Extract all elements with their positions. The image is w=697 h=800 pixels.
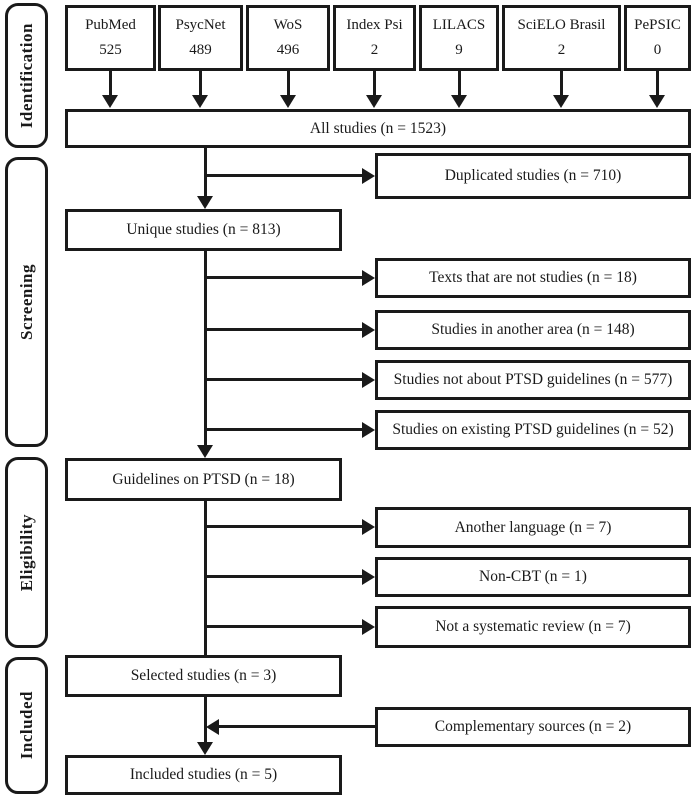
stage-label-eligibility <box>5 457 48 648</box>
connector-existing-guidelines <box>205 428 363 431</box>
source-box-wos <box>246 5 330 71</box>
source-count: 9 <box>455 42 463 59</box>
source-box-lilacs <box>419 5 499 71</box>
stage-label-eligibility-text: Eligibility <box>16 513 36 592</box>
arrow-down-source-1 <box>102 95 118 108</box>
connector-texts-not-studies <box>205 276 363 279</box>
source-count: 489 <box>189 42 212 59</box>
connector-source-5 <box>458 71 461 97</box>
box-existing-ptsd-guidelines-text: Studies on existing PTSD guidelines (n = 52) <box>392 421 674 438</box>
connector-source-1 <box>109 71 112 97</box>
arrow-right-not-about-guidelines <box>362 372 375 388</box>
connector-duplicated <box>205 174 363 177</box>
arrow-right-existing-guidelines <box>362 422 375 438</box>
stage-label-screening <box>5 157 48 447</box>
stage-label-identification <box>5 3 48 148</box>
stage-label-identification-text: Identification <box>16 22 36 129</box>
source-name: WoS <box>273 16 303 33</box>
arrow-down-source-7 <box>649 95 665 108</box>
arrow-down-source-4 <box>366 95 382 108</box>
source-box-pubmed <box>65 5 156 71</box>
box-not-systematic-review-text: Not a systematic review (n = 7) <box>435 618 631 635</box>
source-name: PePSIC <box>634 16 681 33</box>
source-name: Index Psi <box>346 16 403 33</box>
source-box-psycnet <box>158 5 243 71</box>
box-existing-ptsd-guidelines <box>375 410 691 450</box>
box-non-cbt-text: Non-CBT (n = 1) <box>479 568 587 585</box>
arrow-right-another-area <box>362 322 375 338</box>
source-name: LILACS <box>432 16 486 33</box>
arrow-down-source-3 <box>280 95 296 108</box>
box-another-language-text: Another language (n = 7) <box>454 518 612 536</box>
connector-source-4 <box>373 71 376 97</box>
source-count: 525 <box>99 42 122 59</box>
arrow-down-to-included-studies <box>197 742 213 755</box>
box-guidelines-ptsd-text: Guidelines on PTSD (n = 18) <box>112 470 295 488</box>
connector-spine-identification <box>204 148 207 197</box>
source-box-pepsic <box>624 5 691 71</box>
stage-label-screening-text: Screening <box>16 264 36 340</box>
box-duplicated-studies <box>375 153 691 199</box>
arrow-down-to-guidelines-ptsd <box>197 445 213 458</box>
box-guidelines-ptsd <box>65 458 342 501</box>
arrow-down-source-2 <box>192 95 208 108</box>
box-selected-studies <box>65 655 342 697</box>
box-not-about-ptsd-guidelines-text: Studies not about PTSD guidelines (n = 577) <box>393 371 673 388</box>
box-unique-studies <box>65 209 342 251</box>
source-count: 2 <box>557 42 566 59</box>
stage-label-included <box>5 657 48 794</box>
box-complementary-sources-text: Complementary sources (n = 2) <box>434 718 632 735</box>
box-selected-studies-text: Selected studies (n = 3) <box>130 667 277 684</box>
box-another-language <box>375 507 691 548</box>
source-count: 496 <box>276 42 300 59</box>
stage-label-included-text: Included <box>16 691 36 760</box>
arrow-right-duplicated <box>362 168 375 184</box>
arrow-down-to-unique-studies <box>197 196 213 209</box>
box-texts-not-studies-text: Texts that are not studies (n = 18) <box>429 269 637 286</box>
connector-complementary <box>219 725 377 728</box>
box-included-studies <box>65 755 342 795</box>
box-studies-another-area <box>375 310 691 350</box>
box-studies-another-area-text: Studies in another area (n = 148) <box>431 321 635 338</box>
arrow-down-source-5 <box>451 95 467 108</box>
connector-not-systematic <box>205 625 363 628</box>
arrow-right-not-systematic <box>362 619 375 635</box>
box-complementary-sources <box>375 707 691 747</box>
arrow-left-complementary <box>206 719 219 735</box>
source-count: 2 <box>370 42 379 59</box>
box-non-cbt <box>375 557 691 597</box>
box-unique-studies-text: Unique studies (n = 813) <box>126 221 281 238</box>
connector-spine-screening <box>204 251 207 447</box>
source-name: PubMed <box>85 16 136 33</box>
box-duplicated-studies-text: Duplicated studies (n = 710) <box>444 167 622 184</box>
connector-not-about-guidelines <box>205 378 363 381</box>
source-name: SciELO Brasil <box>517 16 606 33</box>
box-not-about-ptsd-guidelines <box>375 360 691 400</box>
connector-another-language <box>205 525 363 528</box>
box-not-systematic-review <box>375 606 691 648</box>
box-included-studies-text: Included studies (n = 5) <box>129 766 278 783</box>
connector-source-7 <box>656 71 659 97</box>
connector-source-6 <box>560 71 563 97</box>
box-texts-not-studies <box>375 258 691 298</box>
source-box-index-psi <box>333 5 416 71</box>
source-count: 0 <box>653 42 662 59</box>
connector-source-2 <box>199 71 202 97</box>
box-all-studies <box>65 109 691 148</box>
connector-source-3 <box>287 71 290 97</box>
arrow-right-texts-not-studies <box>362 270 375 286</box>
arrow-right-non-cbt <box>362 569 375 585</box>
source-box-scielo-brasil <box>502 5 621 71</box>
connector-non-cbt <box>205 575 363 578</box>
box-all-studies-text: All studies (n = 1523) <box>309 119 447 137</box>
source-name: PsycNet <box>175 16 226 33</box>
arrow-right-another-language <box>362 519 375 535</box>
connector-another-area <box>205 328 363 331</box>
arrow-down-source-6 <box>553 95 569 108</box>
